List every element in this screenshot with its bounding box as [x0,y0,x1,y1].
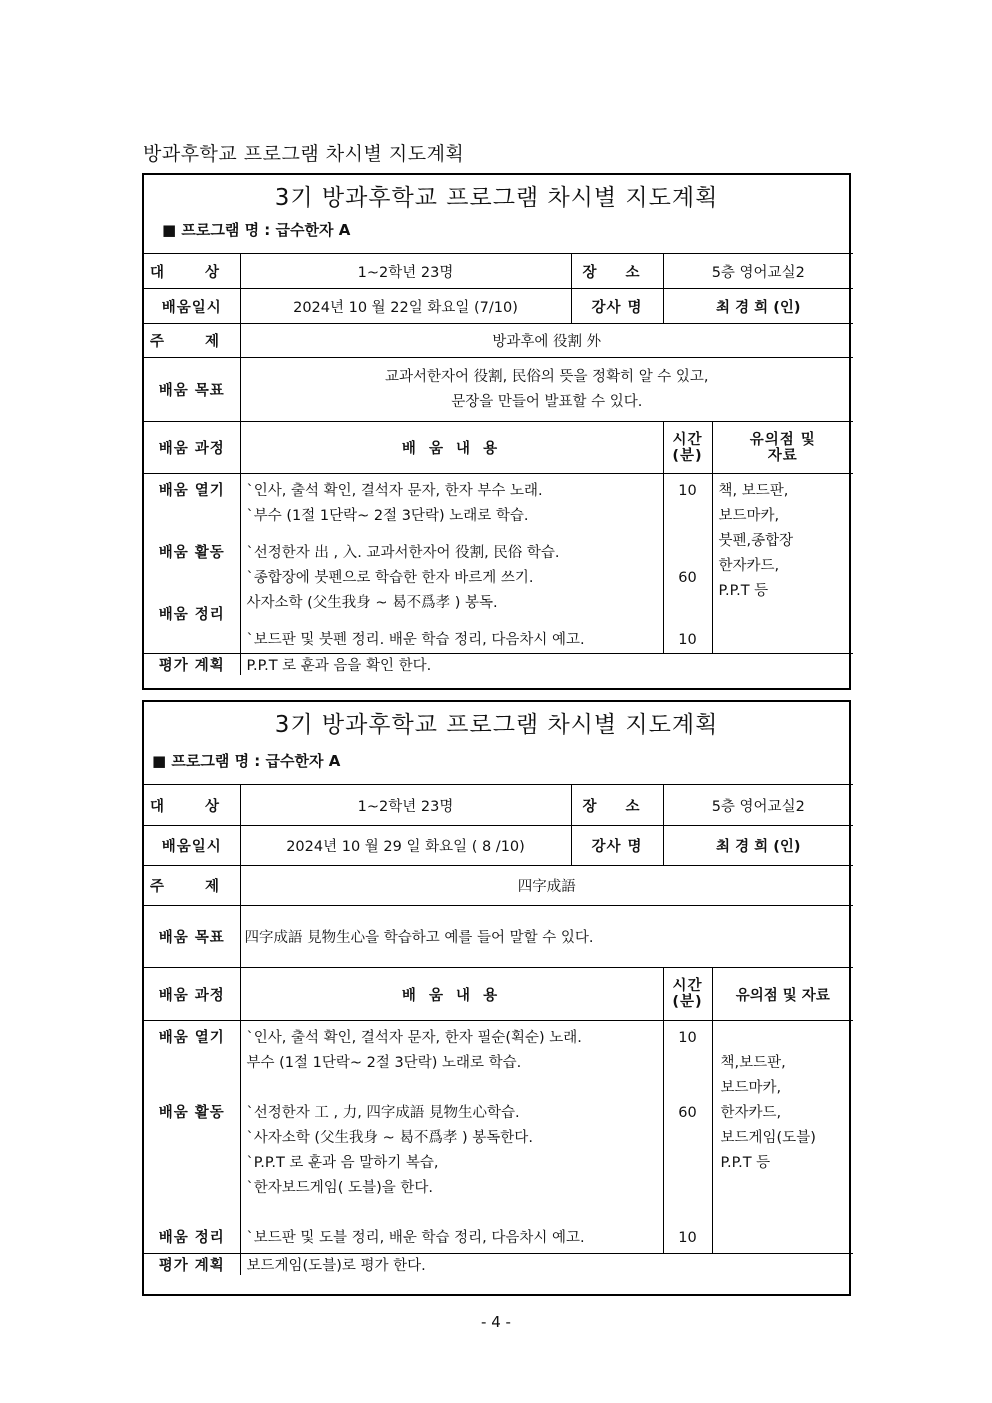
plan-table [144,784,853,1275]
goal-label: 배움 목표 [144,906,240,968]
notes-header: 유의점 및 자료 [712,968,853,1021]
date-label: 배움일시 [144,289,240,324]
date-value: 2024년 10 월 22일 화요일 (7/10) [240,289,571,324]
target-label: 대 상 [144,254,240,289]
content-line: `사자소학 (父生我身 ~ 曷不爲孝 ) 봉독한다. [246,1130,533,1146]
content-line: `부수 (1절 1단락~ 2절 3단락) 노래로 학습. [246,508,529,524]
teacher-value: 최 경 희 (인) [663,289,853,324]
place-value: 5층 영어교실2 [663,254,853,289]
process-stages [144,1021,240,1254]
goal-value: 四字成語 見物生心을 학습하고 예를 들어 말할 수 있다. [240,906,853,968]
content-line: 부수 (1절 1단락~ 2절 3단락) 노래로 학습. [246,1055,522,1071]
lesson-plan-2 [142,700,851,1296]
date-label: 배움일시 [144,826,240,866]
place-label: 장 소 [571,785,663,826]
stage-close: 배움 정리 [158,607,225,623]
topic-value: 四字成語 [240,866,853,906]
stage-activity: 배움 활동 [158,545,225,561]
topic-value: 방과후에 役割 外 [240,324,853,358]
content-line: `보드판 및 도블 정리, 배운 학습 정리, 다음차시 예고. [246,1230,585,1246]
teacher-label: 강사 명 [571,826,663,866]
time-header: 시간 (분) [663,968,712,1021]
goal-value: 교과서한자어 役割, 民俗의 뜻을 정확히 알 수 있고, 문장을 만들어 발표할 수 있다. [240,358,853,422]
topic-label: 주 제 [144,866,240,906]
content-line: 사자소학 (父生我身 ~ 曷不爲孝 ) 봉독. [246,595,498,611]
date-value: 2024년 10 월 29 일 화요일 ( 8 /10) [240,826,571,866]
content-header: 배 움 내 용 [240,422,663,474]
time-values: 10 60 10 [663,1021,712,1254]
target-label: 대 상 [144,785,240,826]
notes-materials: 책, 보드판, 보드마카, 붓펜,종합장 한자카드, P.P.T 등 [712,474,853,654]
stage-open: 배움 열기 [158,1030,225,1046]
process-stages [144,474,240,654]
teacher-label: 강사 명 [571,289,663,324]
lesson-content [240,1021,663,1254]
eval-value: P.P.T 로 훈과 음을 확인 한다. [240,654,853,676]
plan-title: 3기 방과후학교 프로그램 차시별 지도계획 [274,185,719,211]
plan-table [144,253,853,675]
stage-activity: 배움 활동 [158,1105,225,1121]
content-line: `종합장에 붓펜으로 학습한 한자 바르게 쓰기. [246,570,534,586]
page-heading: 방과후학교 프로그램 차시별 지도계획 [143,143,465,165]
notes-header: 유의점 및 자료 [712,422,853,474]
place-label: 장 소 [571,254,663,289]
content-line: `선정한자 工 , 力, 四字成語 見物生心학습. [246,1105,520,1121]
place-value: 5층 영어교실2 [663,785,853,826]
time-values: 10 60 10 [663,474,712,654]
notes-materials: 책,보드판, 보드마카, 한자카드, 보드게임(도블) P.P.T 등 [712,1021,853,1254]
program-name: ■ 프로그램 명 : 급수한자 A [162,221,351,239]
teacher-value: 최 경 희 (인) [663,826,853,866]
process-header: 배움 과정 [144,422,240,474]
program-name: ■ 프로그램 명 : 급수한자 A [152,752,341,770]
eval-value: 보드게임(도블)로 평가 한다. [240,1254,853,1276]
goal-label: 배움 목표 [144,358,240,422]
lesson-content [240,474,663,654]
plan-title: 3기 방과후학교 프로그램 차시별 지도계획 [274,712,719,738]
content-line: `인사, 출석 확인, 결석자 문자, 한자 필순(획순) 노래. [246,1030,582,1046]
content-header: 배 움 내 용 [240,968,663,1021]
target-value: 1~2학년 23명 [240,785,571,826]
content-line: `한자보드게임( 도블)을 한다. [246,1180,433,1196]
target-value: 1~2학년 23명 [240,254,571,289]
content-line: `선정한자 出 , 入. 교과서한자어 役割, 民俗 학습. [246,545,560,561]
stage-close: 배움 정리 [158,1230,225,1246]
topic-label: 주 제 [144,324,240,358]
lesson-plan-1 [142,173,851,690]
stage-open: 배움 열기 [158,483,225,499]
eval-label: 평가 계획 [144,1254,240,1276]
page-number: - 4 - [481,1313,511,1331]
content-line: `P.P.T 로 훈과 음 말하기 복습, [246,1155,439,1171]
content-line: `보드판 및 붓펜 정리. 배운 학습 정리, 다음차시 예고. [246,632,585,648]
content-line: `인사, 출석 확인, 결석자 문자, 한자 부수 노래. [246,483,543,499]
eval-label: 평가 계획 [144,654,240,676]
process-header: 배움 과정 [144,968,240,1021]
time-header: 시간 (분) [663,422,712,474]
